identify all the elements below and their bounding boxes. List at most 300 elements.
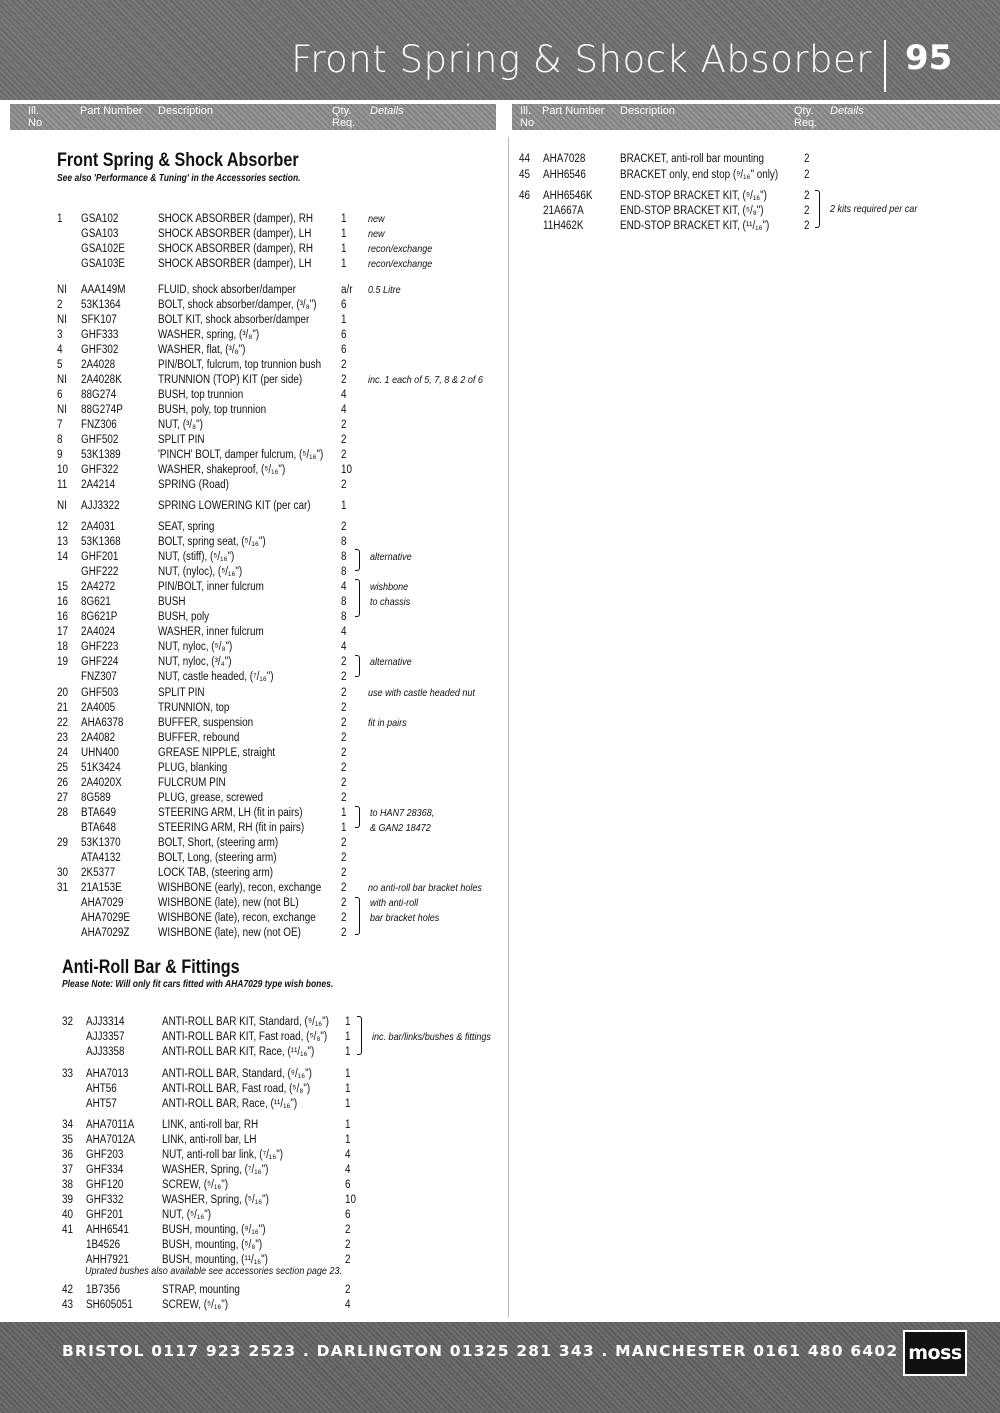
quantity: 4 bbox=[341, 389, 347, 401]
quantity: 4 bbox=[341, 581, 347, 593]
part-number: 1B4526 bbox=[86, 1239, 121, 1251]
part-number: GSA103E bbox=[81, 258, 125, 270]
page-footer bbox=[0, 1322, 1000, 1413]
quantity: 2 bbox=[341, 777, 347, 789]
description: FLUID, shock absorber/damper bbox=[158, 284, 296, 296]
description: TRUNNION (TOP) KIT (per side) bbox=[158, 374, 303, 386]
col-details: Details bbox=[370, 105, 404, 117]
quantity: 1 bbox=[341, 822, 347, 834]
description: SCREW, (⁵/₁₆") bbox=[162, 1299, 229, 1311]
quantity: 2 bbox=[341, 747, 347, 759]
part-number: GHF332 bbox=[86, 1194, 124, 1206]
quantity: 2 bbox=[341, 927, 347, 939]
ill-number: 43 bbox=[62, 1299, 74, 1311]
column-header-left bbox=[10, 104, 496, 130]
description: END-STOP BRACKET KIT, (⁹/₁₆") bbox=[620, 190, 767, 202]
description: 'PINCH' BOLT, damper fulcrum, (⁵/₁₆") bbox=[158, 449, 324, 461]
ill-number: 42 bbox=[62, 1284, 74, 1296]
part-number: 2A4214 bbox=[81, 479, 116, 491]
details: 2 kits required per car bbox=[830, 203, 918, 215]
description: WASHER, inner fulcrum bbox=[158, 626, 264, 638]
part-number: 21A153E bbox=[81, 882, 122, 894]
footer-contacts: BRISTOL 0117 923 2523 . DARLINGTON 01325 281 343 . MANCHESTER 0161 480 6402 bbox=[62, 1342, 899, 1360]
description: ANTI-ROLL BAR KIT, Standard, (⁹/₁₆") bbox=[162, 1016, 329, 1028]
part-number: AHA7011A bbox=[86, 1119, 135, 1131]
quantity: 2 bbox=[341, 687, 347, 699]
quantity: 1 bbox=[341, 314, 347, 326]
part-number: 2A4031 bbox=[81, 521, 116, 533]
quantity: 2 bbox=[341, 867, 347, 879]
quantity: 1 bbox=[341, 243, 347, 255]
part-number: GHF322 bbox=[81, 464, 119, 476]
ill-number: 28 bbox=[57, 807, 69, 819]
part-number: 8G621P bbox=[81, 611, 118, 623]
details: fit in pairs bbox=[368, 717, 407, 729]
description: BRACKET, anti-roll bar mounting bbox=[620, 153, 765, 165]
details: wishbone bbox=[370, 581, 409, 593]
section-subtitle-anti-roll: Please Note: Will only fit cars fitted with AHA7029 type wish bones. bbox=[62, 979, 334, 990]
quantity: 1 bbox=[345, 1016, 351, 1028]
part-number: 53K1389 bbox=[81, 449, 121, 461]
part-number: GHF120 bbox=[86, 1179, 124, 1191]
quantity: 2 bbox=[341, 419, 347, 431]
ill-number: 5 bbox=[57, 359, 63, 371]
col-part-number: Part Number bbox=[542, 105, 605, 117]
quantity: 6 bbox=[341, 329, 347, 341]
description: WISHBONE (late), new (not OE) bbox=[158, 927, 301, 939]
page-header-banner bbox=[0, 0, 1000, 100]
description: NUT, nyloc, (⁵/₈") bbox=[158, 641, 233, 653]
ill-number: 12 bbox=[57, 521, 69, 533]
ill-number: 33 bbox=[62, 1068, 74, 1080]
ill-number: 25 bbox=[57, 762, 69, 774]
ill-number: 22 bbox=[57, 717, 69, 729]
details: with anti-roll bbox=[370, 897, 419, 909]
ill-number: 38 bbox=[62, 1179, 74, 1191]
description: BUSH, mounting, (¹¹/₁₆") bbox=[162, 1254, 268, 1266]
ill-number: NI bbox=[57, 404, 67, 416]
ill-number: 35 bbox=[62, 1134, 74, 1146]
quantity: 1 bbox=[345, 1068, 351, 1080]
part-number: AHT57 bbox=[86, 1098, 117, 1110]
part-number: BTA649 bbox=[81, 807, 117, 819]
quantity: 2 bbox=[341, 671, 347, 683]
quantity: 2 bbox=[341, 792, 347, 804]
part-number: UHN400 bbox=[81, 747, 119, 759]
col-ill-no: Ill. No bbox=[520, 105, 535, 129]
group-bracket bbox=[355, 897, 360, 935]
description: TRUNNION, top bbox=[158, 702, 230, 714]
description: WASHER, spring, (³/₈") bbox=[158, 329, 260, 341]
ill-number: 21 bbox=[57, 702, 69, 714]
description: WASHER, Spring, (⁷/₁₆") bbox=[162, 1164, 269, 1176]
col-qty: Qty. Req. bbox=[794, 105, 818, 129]
quantity: 2 bbox=[341, 374, 347, 386]
part-number: GHF503 bbox=[81, 687, 119, 699]
description: ANTI-ROLL BAR KIT, Fast road, (⁵/₈") bbox=[162, 1031, 328, 1043]
description: SCREW, (⁵/₁₆") bbox=[162, 1179, 229, 1191]
part-number: SFK107 bbox=[81, 314, 117, 326]
part-number: AHA7028 bbox=[543, 153, 586, 165]
quantity: 2 bbox=[804, 220, 810, 232]
quantity: 4 bbox=[341, 404, 347, 416]
quantity: 2 bbox=[341, 852, 347, 864]
description: END-STOP BRACKET KIT, (¹¹/₁₆") bbox=[620, 220, 770, 232]
part-number: 88G274 bbox=[81, 389, 117, 401]
ill-number: 9 bbox=[57, 449, 63, 461]
description: LINK, anti-roll bar, RH bbox=[162, 1119, 259, 1131]
quantity: 4 bbox=[345, 1149, 351, 1161]
ill-number: NI bbox=[57, 314, 67, 326]
ill-number: 7 bbox=[57, 419, 63, 431]
ill-number: 30 bbox=[57, 867, 69, 879]
group-bracket bbox=[355, 579, 360, 617]
details: 0.5 Litre bbox=[368, 284, 401, 296]
quantity: 6 bbox=[345, 1209, 351, 1221]
part-number: 51K3424 bbox=[81, 762, 121, 774]
details: new bbox=[368, 213, 385, 225]
description: SPLIT PIN bbox=[158, 434, 205, 446]
part-number: 8G589 bbox=[81, 792, 111, 804]
quantity: 2 bbox=[341, 434, 347, 446]
column-divider bbox=[508, 137, 509, 1317]
ill-number: 39 bbox=[62, 1194, 74, 1206]
quantity: 4 bbox=[341, 641, 347, 653]
description: STEERING ARM, LH (fit in pairs) bbox=[158, 807, 303, 819]
ill-number: 6 bbox=[57, 389, 63, 401]
part-number: 53K1368 bbox=[81, 536, 121, 548]
part-number: GHF203 bbox=[86, 1149, 124, 1161]
description: BUFFER, suspension bbox=[158, 717, 254, 729]
group-bracket bbox=[355, 806, 360, 828]
ill-number: 16 bbox=[57, 611, 69, 623]
col-qty: Qty. Req. bbox=[332, 105, 356, 129]
part-number: 1B7356 bbox=[86, 1284, 121, 1296]
quantity: 1 bbox=[345, 1098, 351, 1110]
ill-number: 14 bbox=[57, 551, 69, 563]
details: & GAN2 18472 bbox=[370, 822, 431, 834]
part-number: GHF502 bbox=[81, 434, 119, 446]
description: BOLT, spring seat, (⁵/₁₆") bbox=[158, 536, 266, 548]
details: alternative bbox=[370, 656, 412, 668]
moss-logo: moss bbox=[903, 1330, 967, 1376]
description: END-STOP BRACKET KIT, (⁵/₈") bbox=[620, 205, 764, 217]
quantity: 2 bbox=[804, 153, 810, 165]
quantity: 2 bbox=[341, 521, 347, 533]
details: recon/exchange bbox=[368, 243, 433, 255]
part-number: AHA7029 bbox=[81, 897, 124, 909]
ill-number: 46 bbox=[519, 190, 531, 202]
quantity: 8 bbox=[341, 566, 347, 578]
anti-roll-note: Uprated bushes also available see accessories section page 23. bbox=[85, 1265, 343, 1277]
ill-number: NI bbox=[57, 374, 67, 386]
part-number: ATA4132 bbox=[81, 852, 121, 864]
part-number: AHH6546K bbox=[543, 190, 593, 202]
ill-number: 17 bbox=[57, 626, 69, 638]
ill-number: NI bbox=[57, 284, 67, 296]
quantity: 2 bbox=[341, 882, 347, 894]
quantity: 6 bbox=[341, 344, 347, 356]
description: BOLT, shock absorber/damper, (³/₈") bbox=[158, 299, 317, 311]
quantity: 8 bbox=[341, 551, 347, 563]
ill-number: 31 bbox=[57, 882, 69, 894]
description: PLUG, grease, screwed bbox=[158, 792, 264, 804]
ill-number: 44 bbox=[519, 153, 531, 165]
part-number: AJJ3358 bbox=[86, 1046, 125, 1058]
description: WISHBONE (late), recon, exchange bbox=[158, 912, 316, 924]
description: BUSH, top trunnion bbox=[158, 389, 244, 401]
ill-number: 34 bbox=[62, 1119, 74, 1131]
part-number: 2A4028 bbox=[81, 359, 116, 371]
details: use with castle headed nut bbox=[368, 687, 475, 699]
col-details: Details bbox=[830, 105, 864, 117]
col-description: Description bbox=[158, 105, 214, 117]
ill-number: 20 bbox=[57, 687, 69, 699]
details: bar bracket holes bbox=[370, 912, 440, 924]
ill-number: 10 bbox=[57, 464, 69, 476]
description: SHOCK ABSORBER (damper), RH bbox=[158, 213, 313, 225]
quantity: 1 bbox=[341, 500, 347, 512]
details: no anti-roll bar bracket holes bbox=[368, 882, 482, 894]
description: SHOCK ABSORBER (damper), LH bbox=[158, 258, 312, 270]
description: BUSH, poly, top trunnion bbox=[158, 404, 267, 416]
part-number: GHF222 bbox=[81, 566, 119, 578]
description: PLUG, blanking bbox=[158, 762, 228, 774]
quantity: 1 bbox=[341, 213, 347, 225]
part-number: FNZ306 bbox=[81, 419, 117, 431]
page-number: 95 bbox=[905, 38, 953, 78]
quantity: 2 bbox=[341, 897, 347, 909]
part-number: GSA102 bbox=[81, 213, 119, 225]
part-number: 21A667A bbox=[543, 205, 584, 217]
section-subtitle-front-spring: See also 'Performance & Tuning' in the Accessories section. bbox=[57, 173, 301, 184]
part-number: GHF201 bbox=[86, 1209, 124, 1221]
part-number: FNZ307 bbox=[81, 671, 117, 683]
ill-number: 8 bbox=[57, 434, 63, 446]
description: PIN/BOLT, inner fulcrum bbox=[158, 581, 264, 593]
ill-number: 24 bbox=[57, 747, 69, 759]
part-number: AHA7029Z bbox=[81, 927, 130, 939]
ill-number: 37 bbox=[62, 1164, 74, 1176]
description: LOCK TAB, (steering arm) bbox=[158, 867, 274, 879]
quantity: 8 bbox=[341, 596, 347, 608]
details: recon/exchange bbox=[368, 258, 433, 270]
part-number: AHA6378 bbox=[81, 717, 124, 729]
part-number: AHT56 bbox=[86, 1083, 117, 1095]
description: NUT, (³/₈") bbox=[158, 419, 203, 431]
part-number: AHA7029E bbox=[81, 912, 130, 924]
part-number: SH605051 bbox=[86, 1299, 133, 1311]
ill-number: 19 bbox=[57, 656, 69, 668]
quantity: 1 bbox=[345, 1046, 351, 1058]
description: BUSH bbox=[158, 596, 186, 608]
ill-number: 18 bbox=[57, 641, 69, 653]
quantity: 2 bbox=[341, 732, 347, 744]
quantity: 2 bbox=[341, 479, 347, 491]
section-title-front-spring: Front Spring & Shock Absorber bbox=[57, 150, 299, 171]
quantity: 2 bbox=[804, 205, 810, 217]
part-number: 2A4272 bbox=[81, 581, 116, 593]
part-number: AHH6541 bbox=[86, 1224, 129, 1236]
quantity: 2 bbox=[341, 359, 347, 371]
col-part-number: Part Number bbox=[80, 105, 143, 117]
details: to chassis bbox=[370, 596, 411, 608]
part-number: 88G274P bbox=[81, 404, 123, 416]
description: PIN/BOLT, fulcrum, top trunnion bush bbox=[158, 359, 322, 371]
section-title-anti-roll: Anti-Roll Bar & Fittings bbox=[62, 957, 240, 978]
description: STRAP, mounting bbox=[162, 1284, 240, 1296]
quantity: 2 bbox=[341, 656, 347, 668]
description: FULCRUM PIN bbox=[158, 777, 226, 789]
description: LINK, anti-roll bar, LH bbox=[162, 1134, 257, 1146]
col-ill-no: Ill. No bbox=[28, 105, 43, 129]
description: NUT, nyloc, (³/₄") bbox=[158, 656, 232, 668]
quantity: 1 bbox=[345, 1031, 351, 1043]
group-bracket bbox=[815, 190, 820, 228]
part-number: 2K5377 bbox=[81, 867, 116, 879]
ill-number: 32 bbox=[62, 1016, 74, 1028]
part-number: AHA7012A bbox=[86, 1134, 135, 1146]
description: WISHBONE (early), recon, exchange bbox=[158, 882, 322, 894]
quantity: 2 bbox=[341, 717, 347, 729]
details: inc. 1 each of 5, 7, 8 & 2 of 6 bbox=[368, 374, 483, 386]
part-number: GHF224 bbox=[81, 656, 119, 668]
quantity: 2 bbox=[345, 1239, 351, 1251]
quantity: 2 bbox=[345, 1254, 351, 1266]
description: ANTI-ROLL BAR, Race, (¹¹/₁₆") bbox=[162, 1098, 298, 1110]
ill-number: 3 bbox=[57, 329, 63, 341]
quantity: 10 bbox=[345, 1194, 357, 1206]
description: ANTI-ROLL BAR KIT, Race, (¹¹/₁₆") bbox=[162, 1046, 315, 1058]
quantity: 2 bbox=[804, 190, 810, 202]
quantity: 2 bbox=[341, 912, 347, 924]
part-number: GHF201 bbox=[81, 551, 119, 563]
details: alternative bbox=[370, 551, 412, 563]
quantity: a/r bbox=[341, 284, 353, 296]
group-bracket bbox=[355, 549, 360, 571]
part-number: AJJ3322 bbox=[81, 500, 120, 512]
ill-number: 26 bbox=[57, 777, 69, 789]
description: SHOCK ABSORBER (damper), RH bbox=[158, 243, 313, 255]
part-number: GSA103 bbox=[81, 228, 119, 240]
part-number: GSA102E bbox=[81, 243, 125, 255]
description: WASHER, Spring, (⁵/₁₆") bbox=[162, 1194, 269, 1206]
quantity: 8 bbox=[341, 611, 347, 623]
description: BUSH, poly bbox=[158, 611, 210, 623]
quantity: 4 bbox=[345, 1164, 351, 1176]
description: NUT, (stiff), (⁵/₁₆") bbox=[158, 551, 235, 563]
description: STEERING ARM, RH (fit in pairs) bbox=[158, 822, 305, 834]
part-number: AHA7013 bbox=[86, 1068, 129, 1080]
quantity: 1 bbox=[341, 258, 347, 270]
details: to HAN7 28368, bbox=[370, 807, 435, 819]
part-number: AHH6546 bbox=[543, 169, 586, 181]
header-divider bbox=[884, 40, 886, 92]
details: inc. bar/links/bushes & fittings bbox=[372, 1031, 491, 1043]
ill-number: NI bbox=[57, 500, 67, 512]
part-number: GHF334 bbox=[86, 1164, 124, 1176]
quantity: 4 bbox=[341, 626, 347, 638]
description: SEAT, spring bbox=[158, 521, 215, 533]
description: BUSH, mounting, (⁵/₈") bbox=[162, 1239, 263, 1251]
quantity: 2 bbox=[345, 1284, 351, 1296]
part-number: GHF302 bbox=[81, 344, 119, 356]
ill-number: 11 bbox=[57, 479, 68, 491]
part-number: 2A4082 bbox=[81, 732, 116, 744]
ill-number: 29 bbox=[57, 837, 69, 849]
ill-number: 15 bbox=[57, 581, 69, 593]
description: WISHBONE (late), new (not BL) bbox=[158, 897, 299, 909]
column-header-right bbox=[512, 104, 1000, 130]
part-number: 2A4024 bbox=[81, 626, 116, 638]
description: SPRING (Road) bbox=[158, 479, 229, 491]
description: ANTI-ROLL BAR, Fast road, (⁵/₈") bbox=[162, 1083, 311, 1095]
quantity: 1 bbox=[345, 1119, 351, 1131]
part-number: 2A4020X bbox=[81, 777, 122, 789]
ill-number: 36 bbox=[62, 1149, 74, 1161]
part-number: GHF333 bbox=[81, 329, 119, 341]
description: BOLT KIT, shock absorber/damper bbox=[158, 314, 310, 326]
part-number: AJJ3357 bbox=[86, 1031, 125, 1043]
part-number: 2A4028K bbox=[81, 374, 122, 386]
quantity: 8 bbox=[341, 536, 347, 548]
ill-number: 1 bbox=[57, 213, 63, 225]
quantity: 2 bbox=[341, 762, 347, 774]
part-number: AJJ3314 bbox=[86, 1016, 125, 1028]
description: GREASE NIPPLE, straight bbox=[158, 747, 276, 759]
ill-number: 13 bbox=[57, 536, 69, 548]
group-bracket bbox=[355, 655, 360, 677]
description: NUT, anti-roll bar link, (⁷/₁₆") bbox=[162, 1149, 284, 1161]
ill-number: 27 bbox=[57, 792, 69, 804]
part-number: GHF223 bbox=[81, 641, 119, 653]
ill-number: 16 bbox=[57, 596, 69, 608]
description: NUT, castle headed, (⁷/₁₆") bbox=[158, 671, 274, 683]
quantity: 2 bbox=[804, 169, 810, 181]
description: SPRING LOWERING KIT (per car) bbox=[158, 500, 311, 512]
part-number: AAA149M bbox=[81, 284, 126, 296]
description: BRACKET only, end stop (⁹/₁₆" only) bbox=[620, 169, 779, 181]
quantity: 4 bbox=[345, 1299, 351, 1311]
details: new bbox=[368, 228, 385, 240]
col-description: Description bbox=[620, 105, 676, 117]
ill-number: 4 bbox=[57, 344, 63, 356]
quantity: 2 bbox=[341, 837, 347, 849]
description: SHOCK ABSORBER (damper), LH bbox=[158, 228, 312, 240]
quantity: 2 bbox=[345, 1224, 351, 1236]
quantity: 1 bbox=[341, 807, 347, 819]
description: BUFFER, rebound bbox=[158, 732, 240, 744]
description: WASHER, shakeproof, (⁵/₁₆") bbox=[158, 464, 286, 476]
quantity: 1 bbox=[345, 1083, 351, 1095]
description: WASHER, flat, (³/₈") bbox=[158, 344, 246, 356]
part-number: 8G621 bbox=[81, 596, 111, 608]
quantity: 6 bbox=[341, 299, 347, 311]
ill-number: 23 bbox=[57, 732, 69, 744]
description: ANTI-ROLL BAR, Standard, (⁹/₁₆") bbox=[162, 1068, 312, 1080]
ill-number: 40 bbox=[62, 1209, 74, 1221]
ill-number: 2 bbox=[57, 299, 63, 311]
part-number: 2A4005 bbox=[81, 702, 116, 714]
part-number: 53K1370 bbox=[81, 837, 121, 849]
ill-number: 41 bbox=[62, 1224, 74, 1236]
part-number: BTA648 bbox=[81, 822, 117, 834]
page-title: Front Spring & Shock Absorber bbox=[291, 38, 872, 81]
quantity: 2 bbox=[341, 449, 347, 461]
description: BUSH, mounting, (⁹/₁₆") bbox=[162, 1224, 266, 1236]
quantity: 2 bbox=[341, 702, 347, 714]
part-number: 53K1364 bbox=[81, 299, 121, 311]
